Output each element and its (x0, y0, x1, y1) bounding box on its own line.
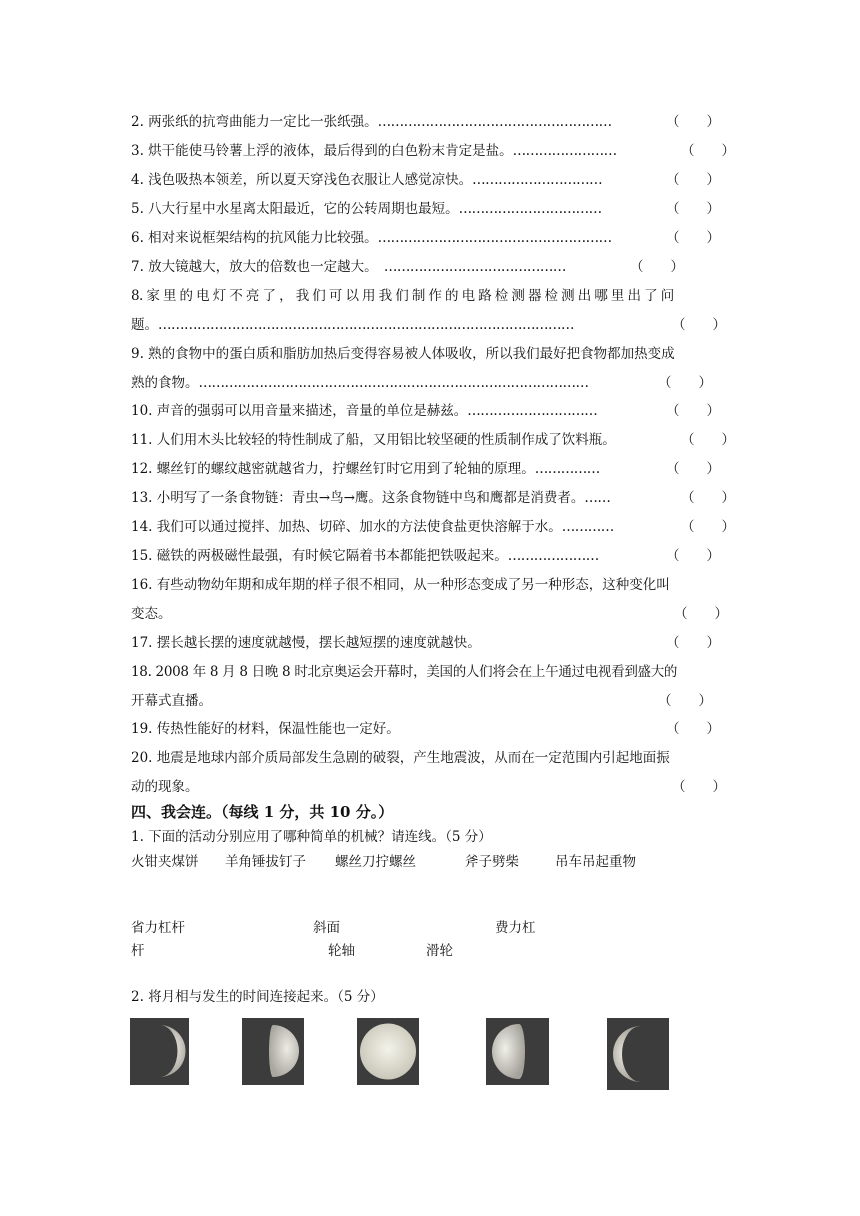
statement-5 (131, 199, 602, 219)
answer-blank[interactable]: （ ） (672, 317, 726, 333)
statement-11 (131, 430, 616, 450)
dot-leader: …………………………………… (370, 259, 566, 275)
machine-item[interactable]: 斜面 (313, 920, 340, 936)
statement-3 (131, 141, 617, 161)
statement-16-cont (131, 604, 172, 624)
moon-last-quarter-image[interactable] (486, 1018, 549, 1085)
statement-text: 20. 地震是地球内部介质局部发生急剧的破裂，产生地震波，从而在一定范围内引起地面振 (131, 750, 670, 766)
statement-text: 15. 磁铁的两极磁性最强，有时候它隔着书本都能把铁吸起来。 (131, 548, 508, 564)
statement-text: 13. 小明写了一条食物链：青虫→鸟→鹰。这条食物链中鸟和鹰都是消费者。 (131, 490, 585, 506)
statement-7 (131, 257, 566, 277)
machine-item[interactable]: 费力杠 (495, 920, 536, 936)
moon-crescent-right-image[interactable] (130, 1018, 189, 1085)
statement-15 (131, 546, 599, 566)
statement-17 (131, 633, 481, 653)
statement-16 (131, 575, 670, 595)
answer-blank[interactable]: （ ） (666, 230, 720, 246)
statement-4 (131, 170, 602, 190)
statement-18-cont (131, 691, 212, 711)
dot-leader: ………… (561, 519, 614, 535)
answer-blank[interactable]: （ ） (666, 172, 720, 188)
answer-blank[interactable]: （ ） (666, 721, 720, 737)
answer-blank[interactable]: （ ） (666, 201, 720, 217)
statement-text: 变态。 (131, 606, 172, 622)
activity-item[interactable]: 羊角锤拔钉子 (225, 854, 306, 870)
answer-blank[interactable]: （ ） (674, 606, 728, 622)
section-heading: 四、我会连。（每线 1 分，共 10 分。） (131, 803, 394, 821)
answer-blank[interactable]: （ ） (666, 403, 720, 419)
statement-text: 16. 有些动物幼年期和成年期的样子很不相同，从一种形态变成了另一种形态，这种变化叫 (131, 577, 670, 593)
answer-blank[interactable]: （ ） (658, 375, 712, 391)
statement-text: 开幕式直播。 (131, 693, 212, 709)
statement-text: 19. 传热性能好的材料，保温性能也一定好。 (131, 721, 400, 737)
activity-item[interactable]: 吊车吊起重物 (555, 854, 636, 870)
dot-leader: …… (584, 490, 611, 506)
statement-text: 12. 螺丝钉的螺纹越密就越省力，拧螺丝钉时它用到了轮轴的原理。 (131, 461, 535, 477)
answer-blank[interactable]: （ ） (681, 432, 735, 448)
activity-item[interactable]: 火钳夹煤饼 (131, 854, 199, 870)
statement-text: 2. 两张纸的抗弯曲能力一定比一张纸强。 (131, 114, 378, 130)
statement-20 (131, 748, 670, 768)
statement-8-cont (131, 315, 574, 335)
dot-leader: …………………………………………………………………………………… (158, 317, 574, 333)
machine-item: 杆 (131, 943, 145, 959)
statement-18 (131, 662, 677, 682)
dot-leader: ………………………… (467, 403, 598, 419)
statement-text: 4. 浅色吸热本领差，所以夏天穿浅色衣服让人感觉凉快。 (131, 172, 473, 188)
statement-19 (131, 719, 400, 739)
question-2-prompt: 2. 将月相与发生的时间连接起来。（5 分） (131, 989, 384, 1005)
statement-text: 10. 声音的强弱可以用音量来描述，音量的单位是赫兹。 (131, 403, 468, 419)
statement-8 (131, 286, 674, 306)
statement-text: 17. 摆长越长摆的速度就越慢，摆长越短摆的速度就越快。 (131, 635, 481, 651)
statement-6 (131, 228, 612, 248)
statement-text: 11. 人们用木头比较轻的特性制成了船，又用铝比较坚硬的性质制作成了饮料瓶。 (131, 432, 616, 448)
statement-text: 18. 2008 年 8 月 8 日晚 8 时北京奥运会开幕时，美国的人们将会在上午通过电视看到盛大的 (131, 664, 678, 680)
answer-blank[interactable]: （ ） (672, 779, 726, 795)
machine-item[interactable]: 滑轮 (426, 943, 453, 959)
answer-blank[interactable]: （ ） (658, 693, 712, 709)
dot-leader: …………… (534, 461, 600, 477)
statement-text: 3. 烘干能使马铃薯上浮的液体，最后得到的白色粉末肯定是盐。 (131, 143, 513, 159)
machine-item[interactable]: 轮轴 (328, 943, 355, 959)
statement-14 (131, 517, 614, 537)
statement-9 (131, 344, 675, 364)
statement-text: 14. 我们可以通过搅拌、加热、切碎、加水的方法使食盐更快溶解于水。 (131, 519, 562, 535)
statement-text: 5. 八大行星中水星离太阳最近，它的公转周期也最短。 (131, 201, 459, 217)
activity-item[interactable]: 螺丝刀拧螺丝 (335, 854, 416, 870)
statement-text: 6. 相对来说框架结构的抗风能力比较强。 (131, 230, 378, 246)
dot-leader: …………………………… (458, 201, 602, 217)
dot-leader: ……………………………………………… (377, 230, 612, 246)
statement-text: 熟的食物。 (131, 375, 199, 391)
moon-full-image[interactable] (357, 1018, 419, 1085)
answer-blank[interactable]: （ ） (666, 635, 720, 651)
activity-item[interactable]: 斧子劈柴 (465, 854, 519, 870)
statement-text: 动的现象。 (131, 779, 199, 795)
statement-10 (131, 401, 597, 421)
answer-blank[interactable]: （ ） (666, 461, 720, 477)
statement-text: 7. 放大镜越大，放大的倍数也一定越大。 (131, 259, 371, 275)
dot-leader: …………………… (512, 143, 617, 159)
answer-blank[interactable]: （ ） (681, 490, 735, 506)
statement-20-cont (131, 777, 199, 797)
dot-leader: ………………… (507, 548, 599, 564)
moon-crescent-left-image[interactable] (607, 1018, 669, 1090)
answer-blank[interactable]: （ ） (681, 519, 735, 535)
statement-text: 8. 家 里 的 电 灯 不 亮 了 ， 我 们 可 以 用 我 们 制 作 的 电 路 检 测 器 检 测 出 哪 里 出 了 问 (131, 288, 674, 304)
statement-2 (131, 112, 612, 132)
dot-leader: ………………………… (472, 172, 603, 188)
machine-item[interactable]: 省力杠杆 (131, 920, 185, 936)
statement-text: 9. 熟的食物中的蛋白质和脂肪加热后变得容易被人体吸收，所以我们最好把食物都加热变成 (131, 346, 675, 362)
dot-leader: ……………………………………………… (377, 114, 612, 130)
question-1-prompt: 1. 下面的活动分别应用了哪种简单的机械？请连线。（5 分） (131, 829, 492, 845)
statement-9-cont (131, 373, 589, 393)
answer-blank[interactable]: （ ） (666, 114, 720, 130)
statement-12 (131, 459, 600, 479)
answer-blank[interactable]: （ ） (630, 259, 684, 275)
answer-blank[interactable]: （ ） (666, 548, 720, 564)
answer-blank[interactable]: （ ） (681, 143, 735, 159)
statement-text: 题。 (131, 317, 158, 333)
dot-leader: ……………………………………………………………………………… (198, 375, 589, 391)
statement-13 (131, 488, 610, 508)
moon-first-quarter-image[interactable] (242, 1018, 304, 1085)
